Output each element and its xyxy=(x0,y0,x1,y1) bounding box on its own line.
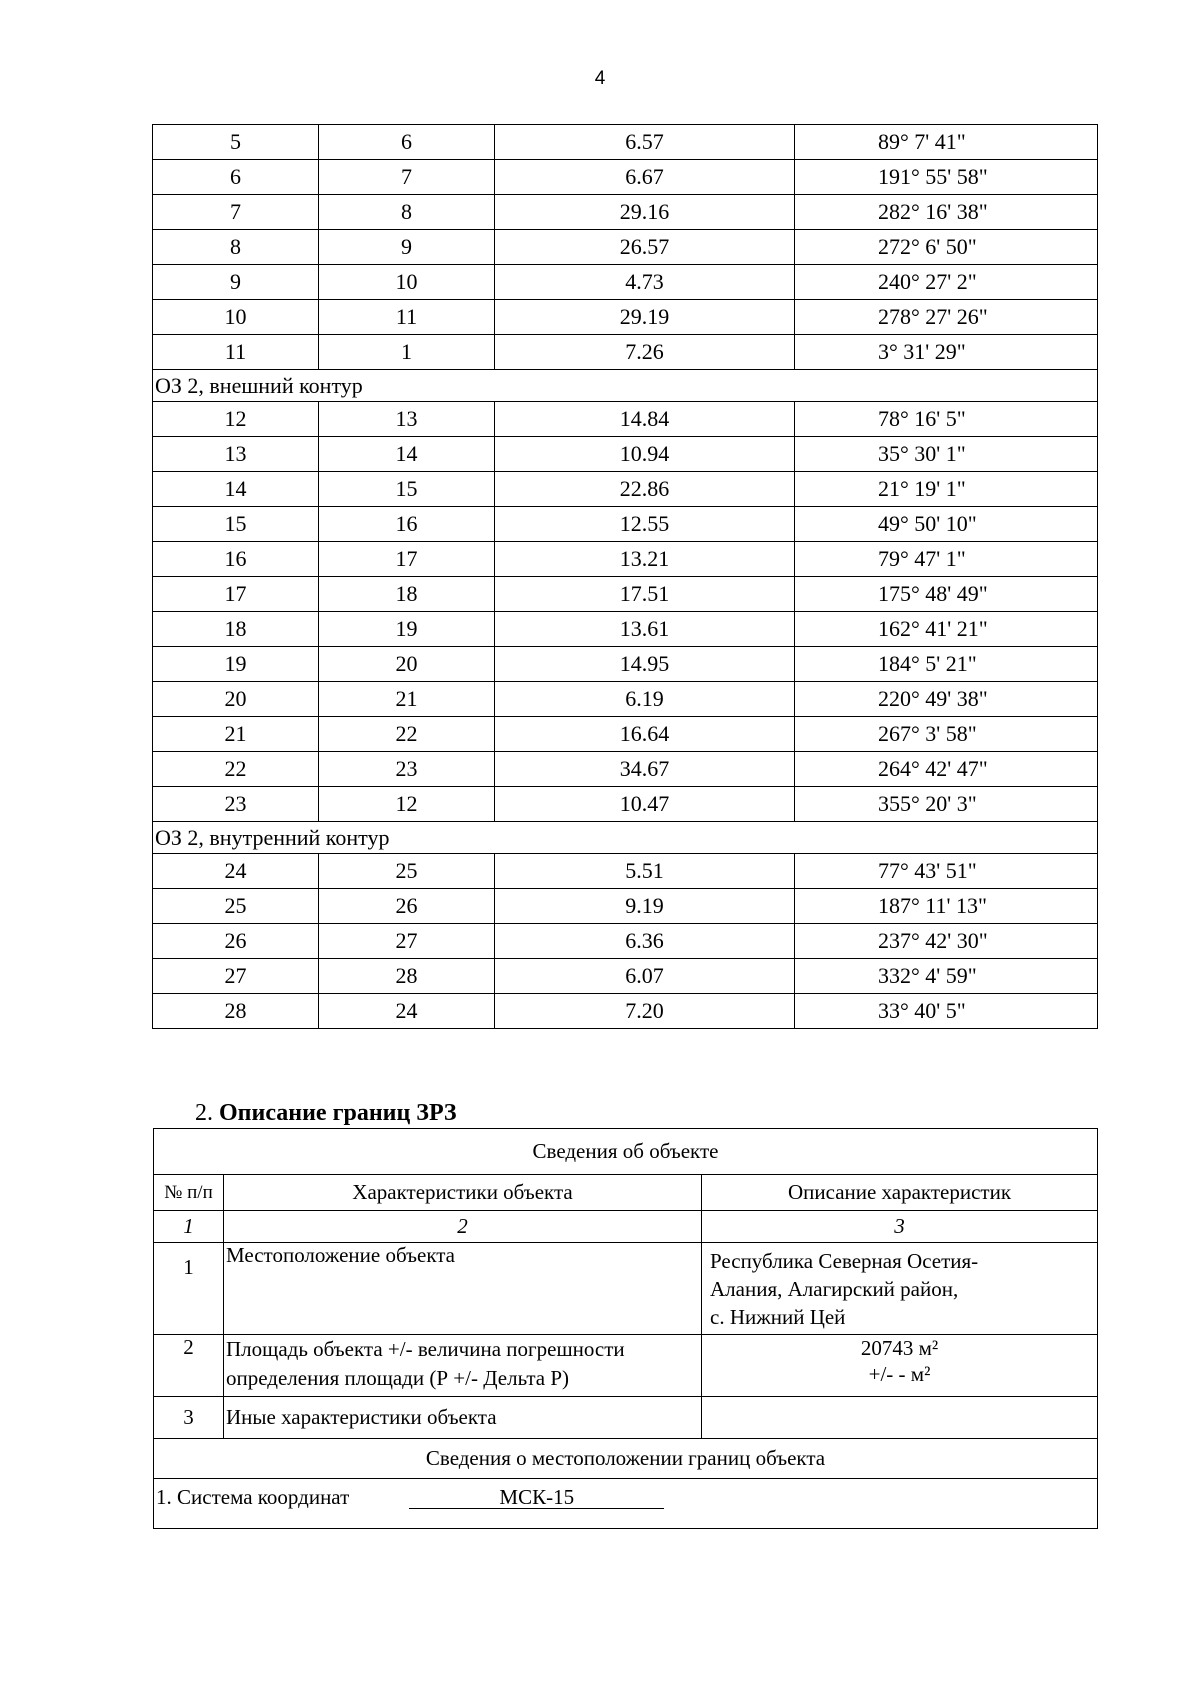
length-cell: 13.61 xyxy=(495,612,795,647)
from-point-cell: 6 xyxy=(153,160,319,195)
length-cell: 6.57 xyxy=(495,125,795,160)
from-point-cell: 14 xyxy=(153,472,319,507)
from-point-cell: 15 xyxy=(153,507,319,542)
to-point-cell: 26 xyxy=(319,889,495,924)
section-heading xyxy=(195,1100,457,1127)
from-point-cell: 9 xyxy=(153,265,319,300)
length-cell: 12.55 xyxy=(495,507,795,542)
row1-description xyxy=(702,1243,1098,1335)
bearing-cell: 77° 43' 51" xyxy=(795,854,1098,889)
row1-characteristic: Местоположение объекта xyxy=(224,1243,702,1335)
from-point-cell: 18 xyxy=(153,612,319,647)
coordinate-system-label: 1. Система координат xyxy=(156,1485,350,1509)
to-point-cell: 7 xyxy=(319,160,495,195)
table-row xyxy=(153,402,1098,437)
from-point-cell: 7 xyxy=(153,195,319,230)
table-row xyxy=(153,924,1098,959)
from-point-cell: 5 xyxy=(153,125,319,160)
length-cell: 10.94 xyxy=(495,437,795,472)
bearing-cell: 272° 6' 50" xyxy=(795,230,1098,265)
to-point-cell: 1 xyxy=(319,335,495,370)
length-cell: 16.64 xyxy=(495,717,795,752)
index-cell-1: 1 xyxy=(154,1211,224,1243)
length-cell: 14.95 xyxy=(495,647,795,682)
length-cell: 5.51 xyxy=(495,854,795,889)
to-point-cell: 16 xyxy=(319,507,495,542)
section-row xyxy=(153,822,1098,854)
to-point-cell: 21 xyxy=(319,682,495,717)
to-point-cell: 9 xyxy=(319,230,495,265)
from-point-cell: 26 xyxy=(153,924,319,959)
table-row xyxy=(153,472,1098,507)
index-cell-2: 2 xyxy=(224,1211,702,1243)
bearing-cell: 78° 16' 5" xyxy=(795,402,1098,437)
bearing-cell: 278° 27' 26" xyxy=(795,300,1098,335)
from-point-cell: 17 xyxy=(153,577,319,612)
table-row xyxy=(153,854,1098,889)
length-cell: 29.19 xyxy=(495,300,795,335)
from-point-cell: 11 xyxy=(153,335,319,370)
from-point-cell: 22 xyxy=(153,752,319,787)
to-point-cell: 23 xyxy=(319,752,495,787)
bearing-cell: 33° 40' 5" xyxy=(795,994,1098,1029)
bearing-cell: 89° 7' 41" xyxy=(795,125,1098,160)
area-value: 20743 м² xyxy=(860,1336,939,1360)
bearing-cell: 187° 11' 13" xyxy=(795,889,1098,924)
to-point-cell: 6 xyxy=(319,125,495,160)
to-point-cell: 15 xyxy=(319,472,495,507)
page-number: 4 xyxy=(594,68,606,89)
length-cell: 6.19 xyxy=(495,682,795,717)
table-row xyxy=(153,612,1098,647)
length-cell: 10.47 xyxy=(495,787,795,822)
bearing-cell: 355° 20' 3" xyxy=(795,787,1098,822)
section-title: Описание границ ЗРЗ xyxy=(219,1100,457,1126)
bearing-cell: 79° 47' 1" xyxy=(795,542,1098,577)
location-title: Сведения о местоположении границ объекта xyxy=(154,1439,1098,1479)
to-point-cell: 18 xyxy=(319,577,495,612)
length-cell: 4.73 xyxy=(495,265,795,300)
section-label: ОЗ 2, внешний контур xyxy=(153,370,1098,402)
row2-char-line: Площадь объекта +/- величина погрешности xyxy=(226,1337,625,1361)
bearing-cell: 184° 5' 21" xyxy=(795,647,1098,682)
table-row xyxy=(153,682,1098,717)
to-point-cell: 13 xyxy=(319,402,495,437)
index-cell-3: 3 xyxy=(702,1211,1098,1243)
from-point-cell: 13 xyxy=(153,437,319,472)
from-point-cell: 23 xyxy=(153,787,319,822)
length-cell: 13.21 xyxy=(495,542,795,577)
table-row xyxy=(153,959,1098,994)
from-point-cell: 24 xyxy=(153,854,319,889)
table-row xyxy=(153,752,1098,787)
row2-char-line: определения площади (Р +/- Дельта Р) xyxy=(226,1366,570,1390)
coordinate-system-value: МСК-15 xyxy=(409,1486,664,1509)
row3-characteristic: Иные характеристики объекта xyxy=(224,1397,702,1439)
table-row xyxy=(153,542,1098,577)
from-point-cell: 8 xyxy=(153,230,319,265)
table-row xyxy=(153,125,1098,160)
length-cell: 26.57 xyxy=(495,230,795,265)
to-point-cell: 19 xyxy=(319,612,495,647)
bearing-cell: 35° 30' 1" xyxy=(795,437,1098,472)
table-row xyxy=(153,265,1098,300)
to-point-cell: 11 xyxy=(319,300,495,335)
from-point-cell: 27 xyxy=(153,959,319,994)
table-row xyxy=(153,437,1098,472)
bearing-cell: 264° 42' 47" xyxy=(795,752,1098,787)
bearing-cell: 162° 41' 21" xyxy=(795,612,1098,647)
area-error: +/- - м² xyxy=(868,1362,931,1386)
bearing-cell: 237° 42' 30" xyxy=(795,924,1098,959)
to-point-cell: 12 xyxy=(319,787,495,822)
row1-desc-line: Республика Северная Осетия- xyxy=(710,1249,979,1273)
length-cell: 6.67 xyxy=(495,160,795,195)
section-row xyxy=(153,370,1098,402)
length-cell: 7.26 xyxy=(495,335,795,370)
bearing-cell: 240° 27' 2" xyxy=(795,265,1098,300)
table-row xyxy=(153,160,1098,195)
row2-description xyxy=(702,1335,1098,1397)
length-cell: 7.20 xyxy=(495,994,795,1029)
bearing-cell: 267° 3' 58" xyxy=(795,717,1098,752)
from-point-cell: 25 xyxy=(153,889,319,924)
length-cell: 22.86 xyxy=(495,472,795,507)
table-row xyxy=(153,577,1098,612)
bearing-cell: 191° 55' 58" xyxy=(795,160,1098,195)
row2-number: 2 xyxy=(154,1335,224,1397)
length-cell: 6.07 xyxy=(495,959,795,994)
to-point-cell: 17 xyxy=(319,542,495,577)
table-row xyxy=(153,647,1098,682)
to-point-cell: 8 xyxy=(319,195,495,230)
to-point-cell: 22 xyxy=(319,717,495,752)
coordinate-system-row xyxy=(154,1479,1098,1529)
bearing-cell: 332° 4' 59" xyxy=(795,959,1098,994)
length-cell: 17.51 xyxy=(495,577,795,612)
from-point-cell: 10 xyxy=(153,300,319,335)
bearing-cell: 220° 49' 38" xyxy=(795,682,1098,717)
bearing-cell: 49° 50' 10" xyxy=(795,507,1098,542)
row1-desc-line: Алания, Алагирский район, xyxy=(710,1277,959,1301)
table-row xyxy=(153,994,1098,1029)
object-info-table xyxy=(153,1128,1098,1529)
row2-characteristic xyxy=(224,1335,702,1397)
bearing-cell: 3° 31' 29" xyxy=(795,335,1098,370)
to-point-cell: 14 xyxy=(319,437,495,472)
table-row xyxy=(153,889,1098,924)
table-row xyxy=(153,787,1098,822)
from-point-cell: 19 xyxy=(153,647,319,682)
row1-number: 1 xyxy=(154,1243,224,1335)
from-point-cell: 16 xyxy=(153,542,319,577)
from-point-cell: 12 xyxy=(153,402,319,437)
boundary-segments-table xyxy=(152,124,1098,1029)
length-cell: 6.36 xyxy=(495,924,795,959)
from-point-cell: 28 xyxy=(153,994,319,1029)
bearing-cell: 21° 19' 1" xyxy=(795,472,1098,507)
header-characteristics: Характеристики объекта xyxy=(224,1175,702,1211)
length-cell: 14.84 xyxy=(495,402,795,437)
header-description: Описание характеристик xyxy=(702,1175,1098,1211)
length-cell: 29.16 xyxy=(495,195,795,230)
table-row xyxy=(153,717,1098,752)
table-row xyxy=(153,300,1098,335)
table-row xyxy=(153,507,1098,542)
to-point-cell: 24 xyxy=(319,994,495,1029)
bearing-cell: 175° 48' 49" xyxy=(795,577,1098,612)
row3-number: 3 xyxy=(154,1397,224,1439)
from-point-cell: 21 xyxy=(153,717,319,752)
table-row xyxy=(153,335,1098,370)
length-cell: 34.67 xyxy=(495,752,795,787)
object-info-title: Сведения об объекте xyxy=(154,1129,1098,1175)
to-point-cell: 27 xyxy=(319,924,495,959)
header-number: № п/п xyxy=(154,1175,224,1211)
row1-desc-line: с. Нижний Цей xyxy=(710,1305,846,1329)
from-point-cell: 20 xyxy=(153,682,319,717)
table-row xyxy=(153,195,1098,230)
to-point-cell: 10 xyxy=(319,265,495,300)
table-row xyxy=(153,230,1098,265)
length-cell: 9.19 xyxy=(495,889,795,924)
section-label: ОЗ 2, внутренний контур xyxy=(153,822,1098,854)
to-point-cell: 20 xyxy=(319,647,495,682)
row3-description xyxy=(702,1397,1098,1439)
to-point-cell: 28 xyxy=(319,959,495,994)
bearing-cell: 282° 16' 38" xyxy=(795,195,1098,230)
to-point-cell: 25 xyxy=(319,854,495,889)
section-number: 2. xyxy=(195,1100,213,1126)
